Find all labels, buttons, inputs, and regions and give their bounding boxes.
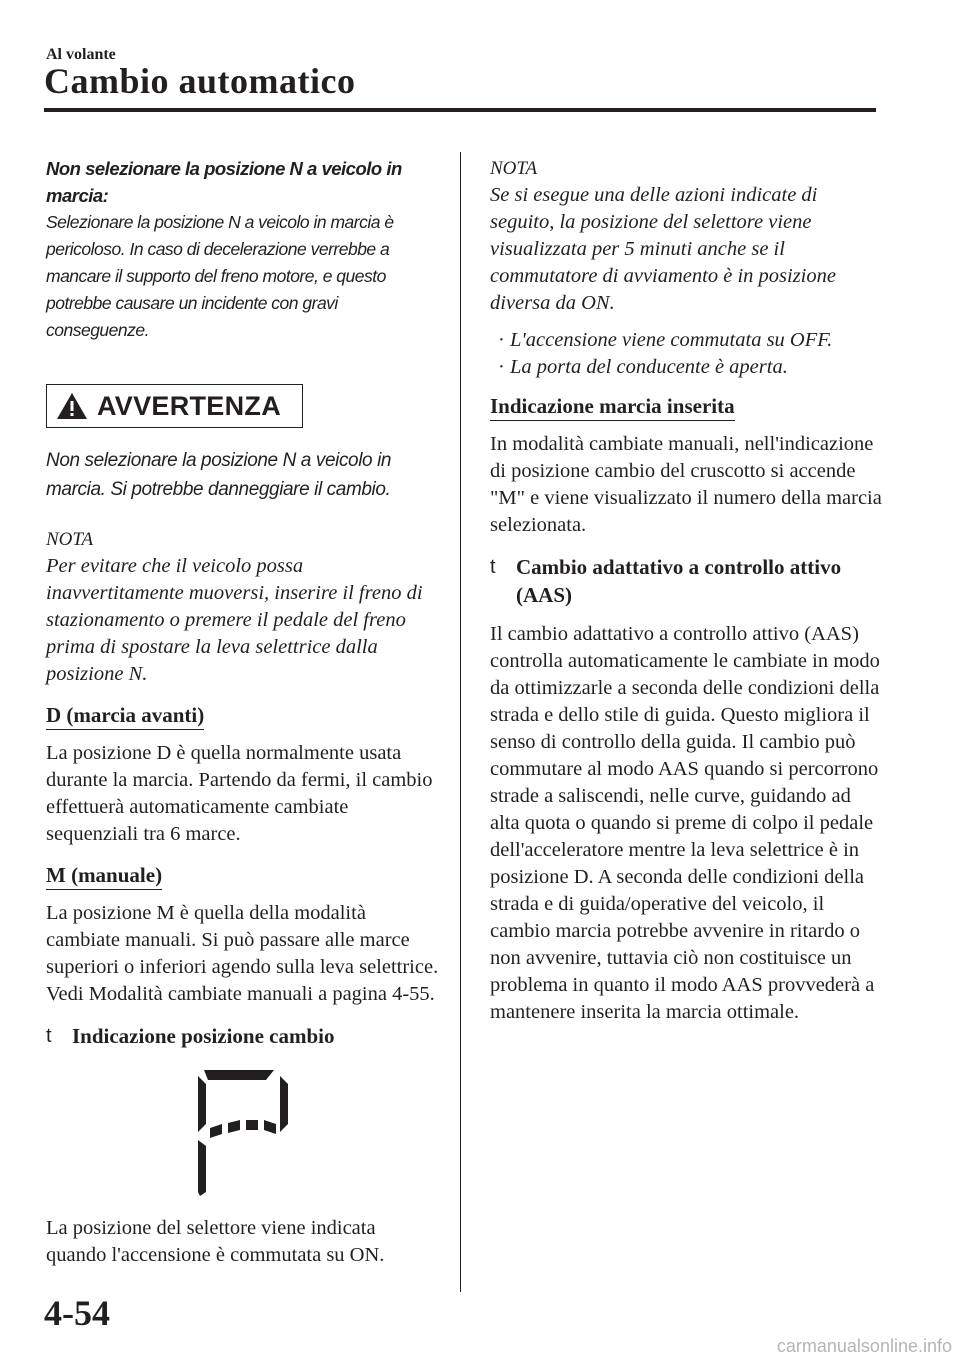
column-divider <box>460 152 461 1292</box>
chapter-title: Cambio automatico <box>44 61 356 101</box>
gear-p-segment-icon <box>192 1068 292 1198</box>
gear-heading-text: Indicazione posizione cambio <box>72 1024 335 1048</box>
warning-text: Non selezionare la posizione N a veicolo in marcia. Si potrebbe danneggiare il cambio. <box>46 450 392 500</box>
title-rule <box>44 108 876 112</box>
warning-triangle-icon <box>55 391 89 421</box>
m-heading: M (manuale) <box>46 862 162 890</box>
list-item <box>490 354 882 381</box>
list-item-text: L'accensione viene commutata su OFF. <box>510 329 833 351</box>
left-column <box>46 155 441 1269</box>
nota-text: Per evitare che il veicolo possa inavvertitamente muoversi, inserire il freno di stazionamento o premere il pedale del freno prima di spostare la leva selettrice dalla posizione N. <box>46 555 423 685</box>
warning-box <box>46 384 303 428</box>
nota-list <box>490 327 882 381</box>
d-text: La posizione D è quella normalmente usata durante la marcia. Partendo da fermi, il cambio effettuerà automaticamente cambiate sequenziali tra 6 marce. <box>46 742 433 845</box>
aas-heading <box>490 553 882 609</box>
gear-heading <box>46 1022 441 1050</box>
bullet-marker: t <box>490 556 496 578</box>
aas-heading-text: Cambio adattativo a controllo attivo (AAS) <box>516 555 842 607</box>
inserted-heading: Indicazione marcia inserita <box>490 393 735 421</box>
aas-text: Il cambio adattativo a controllo attivo (AAS) controlla automaticamente le cambiate in modo da ottimizzarle a seconda delle condizioni della strada e dello stile di guida. Questo migliora il senso di controllo della guida. Il cambio può commutare al modo AAS quando si percorrono strade a saliscendi, nelle curve, guidando ad alta quota o quando si preme di colpo il pedale dell'acceleratore mentre la leva selettrice è in posizione D. A seconda delle condizioni della strada e di guida/operative del veicolo, il cambio marcia potrebbe avvenire in ritardo o non avvenire, tuttavia ciò non costituisce un problema in quanto il modo AAS provvederà a mantenere inserita la marcia ottimale. <box>490 623 880 1023</box>
list-marker: · <box>498 329 505 351</box>
nota-text-right: Se si esegue una delle azioni indicate di seguito, la posizione del selettore viene visualizzata per 5 minuti anche se il commutatore di avviamento è in posizione diversa da ON. <box>490 184 836 314</box>
list-item <box>490 327 882 354</box>
section-label: Al volante <box>46 46 116 63</box>
watermark: carmanualsonline.info <box>776 1336 952 1356</box>
inserted-text: In modalità cambiate manuali, nell'indicazione di posizione cambio del cruscotto si accende "M" e viene visualizzato il numero della marcia selezionata. <box>490 433 882 536</box>
warning-heading: Non selezionare la posizione N a veicolo in marcia: <box>46 158 402 206</box>
warning-label: AVVERTENZA <box>97 390 282 421</box>
list-marker: · <box>498 356 505 378</box>
page-number: 4-54 <box>44 1293 110 1333</box>
m-text: La posizione M è quella della modalità cambiate manuali. Si può passare alle marce superiori o inferiori agendo sulla leva selettrice. Vedi Modalità cambiate manuali a pagina 4-55. <box>46 902 439 1005</box>
warning-body: Selezionare la posizione N a veicolo in marcia è pericoloso. In caso di decelerazione verrebbe a mancare il supporto del freno motore, e questo potrebbe causare un incidente con gravi conseguenze. <box>46 212 394 340</box>
right-column <box>490 155 882 1026</box>
nota-title-right: NOTA <box>490 158 538 179</box>
gear-text: La posizione del selettore viene indicata quando l'accensione è commutata su ON. <box>46 1217 385 1266</box>
list-item-text: La porta del conducente è aperta. <box>510 356 788 378</box>
nota-title: NOTA <box>46 529 94 550</box>
d-heading: D (marcia avanti) <box>46 702 204 730</box>
bullet-marker: t <box>46 1025 52 1047</box>
